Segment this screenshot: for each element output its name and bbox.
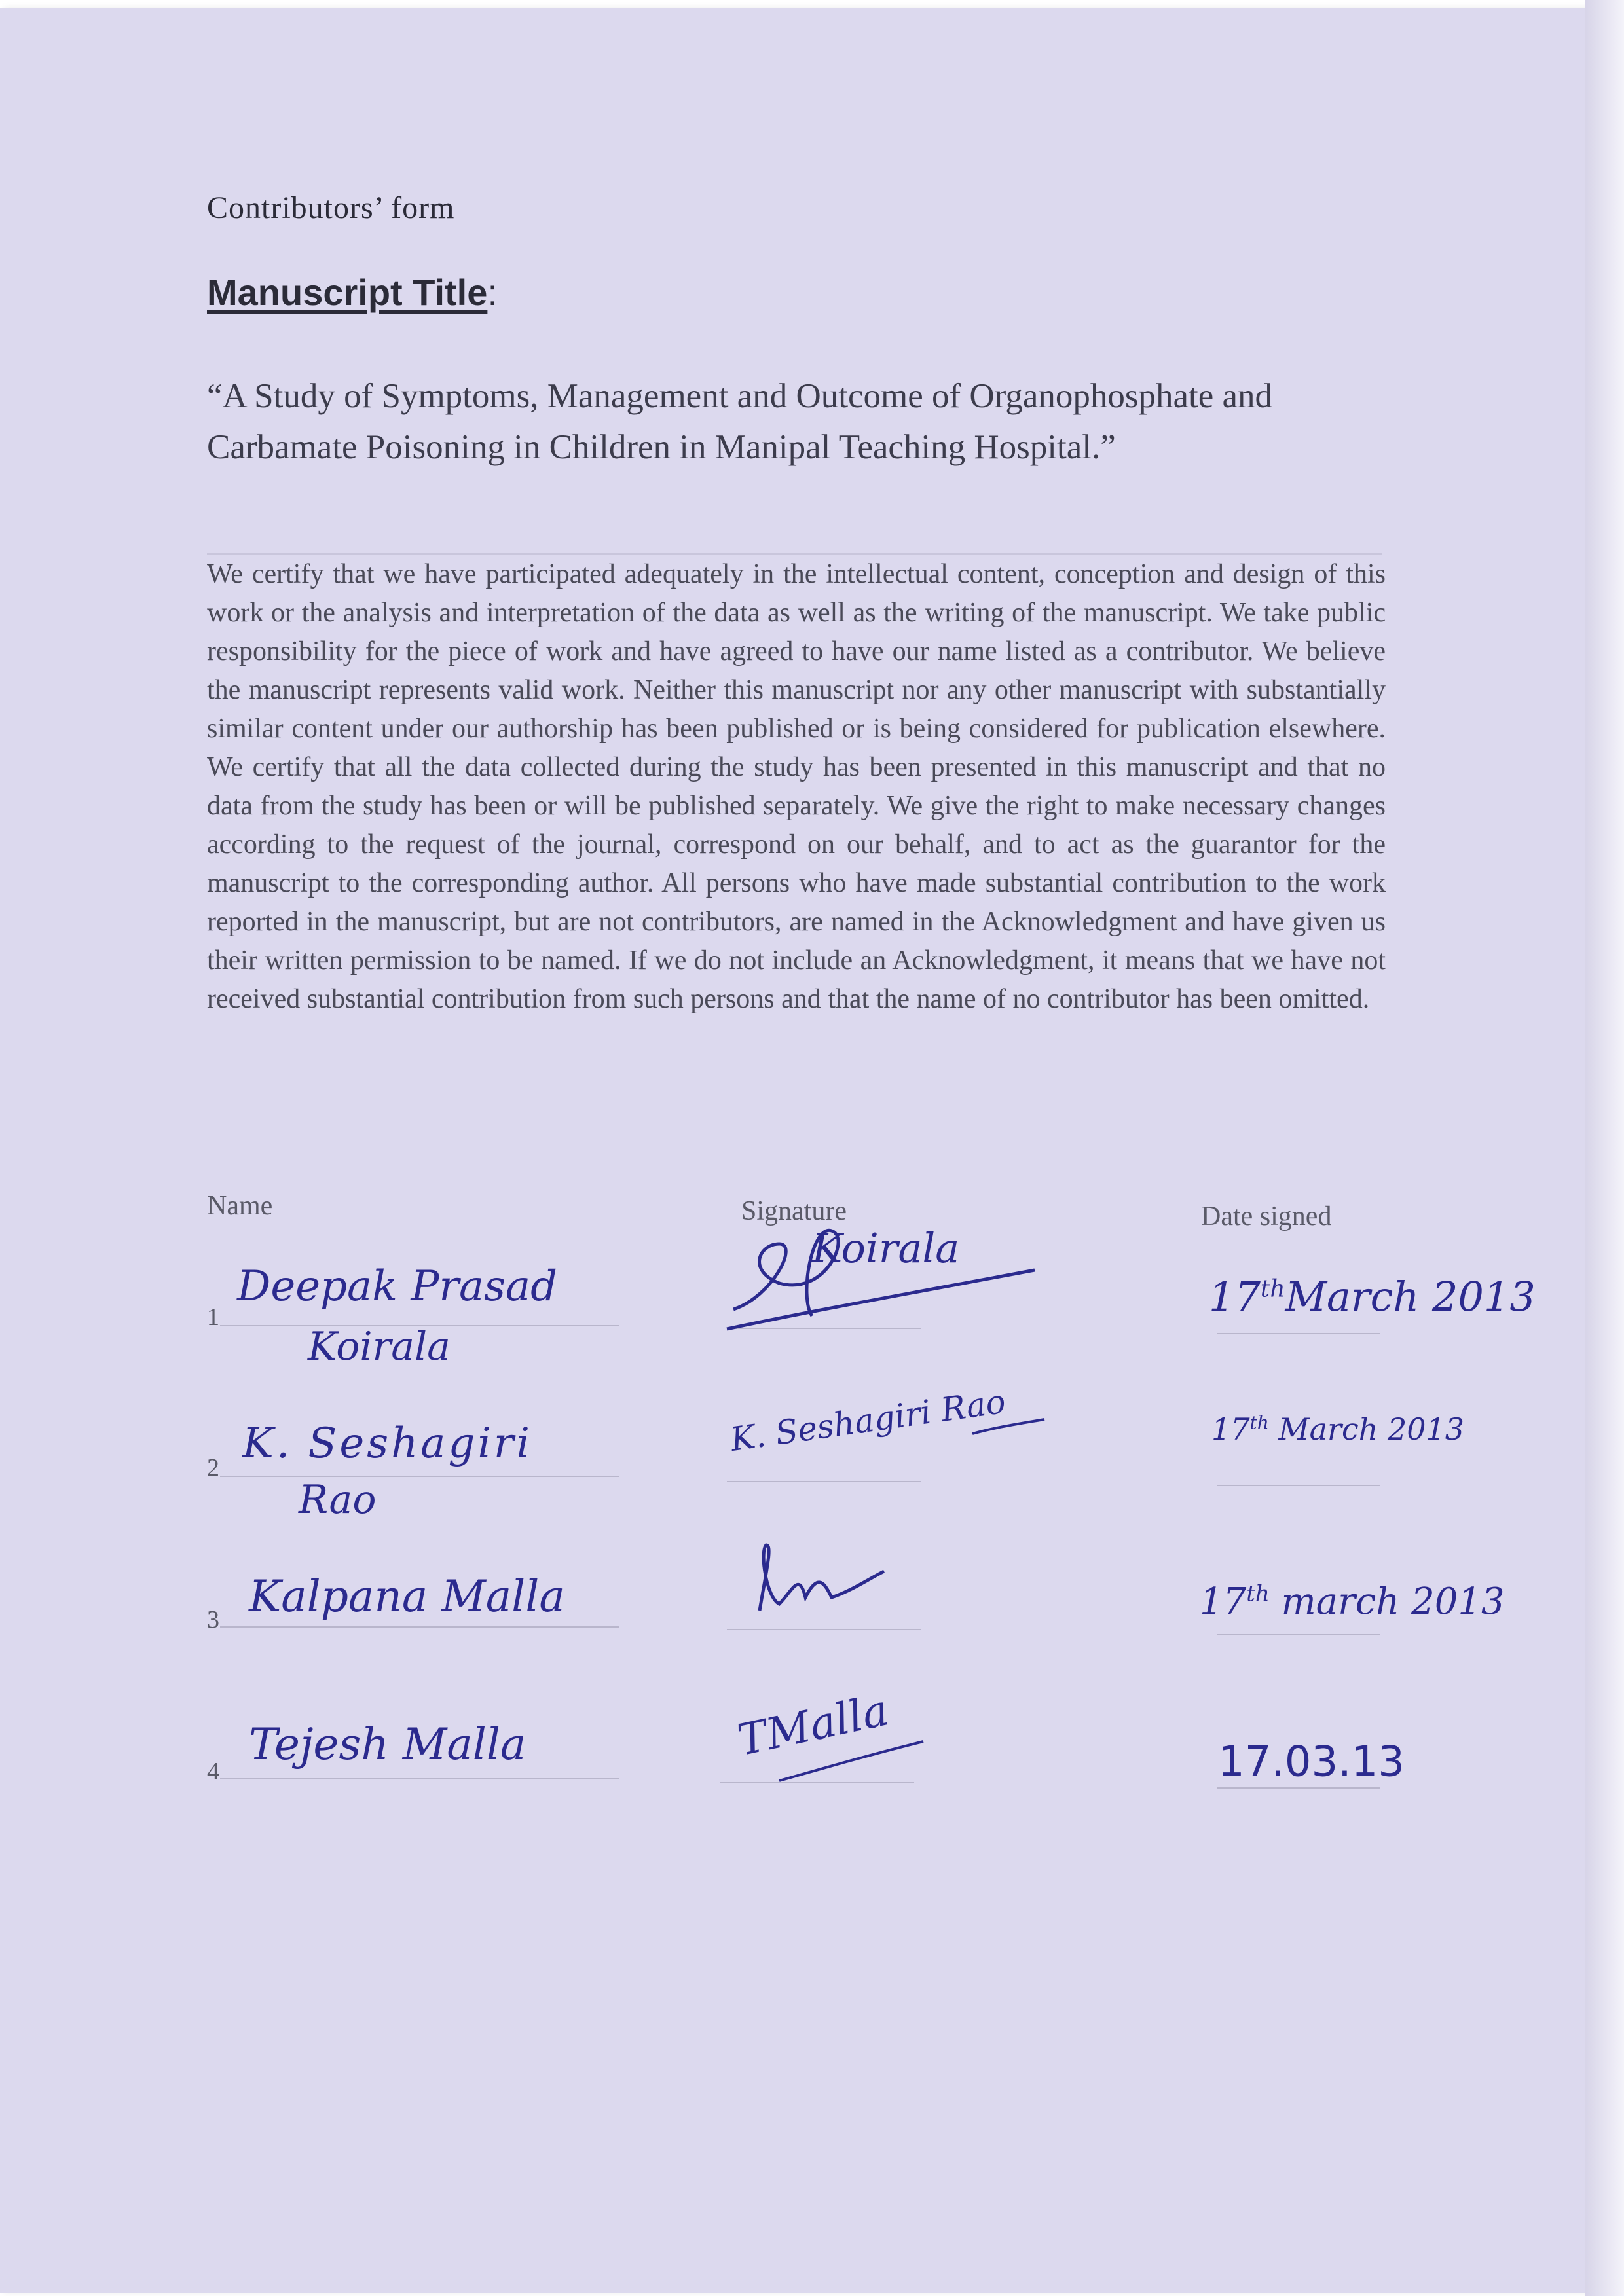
date-line [1217,1485,1380,1486]
date-line [1217,1634,1380,1635]
name-handwritten: Tejesh Malla [249,1719,526,1770]
manuscript-title: “A Study of Symptoms, Management and Outcome of Organophosphate and Carbamate Poisoning in Children in Manipal Teaching Hospital.” [207,377,1273,466]
date-day: 17 [1200,1580,1247,1623]
date-day: 17.03.13 [1218,1738,1405,1787]
date-handwritten [1211,1412,1464,1447]
date-day: 17 [1211,1412,1250,1447]
date-column-header: Date signed [1201,1201,1332,1231]
manuscript-label-text: Manuscript Title [207,272,488,313]
signature-text [747,1617,748,1618]
name-line [220,1778,619,1779]
paper-sheet [0,8,1593,2293]
date-rest: march 2013 [1281,1580,1505,1623]
name-line [220,1626,619,1628]
date-handwritten [1200,1580,1505,1623]
name-line [220,1476,619,1477]
name-handwritten: Kalpana Malla [249,1571,565,1622]
name-column-header: Name [207,1191,273,1221]
form-heading: Contributors’ form [207,191,455,225]
name-handwritten-line2: Koirala [308,1324,451,1370]
name-handwritten: Deepak Prasad [237,1262,558,1311]
name-handwritten: K. Seshagiri [242,1419,532,1468]
date-suffix: th [1246,1580,1270,1607]
row-number: 1 [207,1303,219,1331]
scan-edge [1585,0,1624,2296]
row-number: 3 [207,1606,219,1633]
manuscript-label [207,271,498,314]
date-rest: March 2013 [1278,1412,1465,1447]
date-line [1217,1333,1380,1334]
date-suffix: th [1260,1275,1285,1303]
manuscript-label-colon: : [487,272,498,313]
signature-line [727,1629,921,1630]
signature-handwritten: K. Seshagiri Rao [728,1382,1008,1459]
signature-mark [747,1532,891,1624]
date-rest: March 2013 [1285,1273,1536,1321]
date-line [1217,1787,1380,1789]
row-number: 2 [207,1454,219,1482]
date-handwritten [1209,1273,1536,1321]
signature-handwritten: Koirala [812,1224,960,1272]
date-handwritten [1218,1728,1405,1786]
signature-line [727,1481,921,1482]
date-day: 17 [1209,1273,1261,1321]
name-handwritten-line2: Rao [299,1477,377,1523]
signature-column-header: Signature [741,1196,847,1226]
certification-paragraph: We certify that we have participated adequately in the intellectual content, conception and design of this work or the analysis and interpretation of the data as well as the writing of the manuscript. We take public responsibility for the piece of work and have agreed to have our name listed as a contributor. We believe the manuscript represents valid work. Neither this manuscript nor any other manuscript with substantially similar content under our authorship has been published or is being considered for publication elsewhere. We certify that all the data collected during the study has been presented in this manuscript and that no data from the study has been or will be published separately. We give the right to make necessary changes according to the request of the journal, correspond on our behalf, and to act as the guarantor for the manuscript to the corresponding author. All persons who have made substantial contribution to the work reported in the manuscript, but are not contributors, are named in the Acknowledgment and have given us their written permission to be named. If we do not include an Acknowledgment, it means that we have not received substantial contribution from such persons and that the name of no contributor has been omitted. [207,559,1386,1014]
signature-underline [773,1728,930,1787]
divider [207,553,1382,555]
signature-underline [969,1414,1048,1440]
date-suffix: th [1249,1412,1269,1434]
row-number: 4 [207,1758,219,1785]
signature-handwritten: TMalla [733,1685,893,1766]
